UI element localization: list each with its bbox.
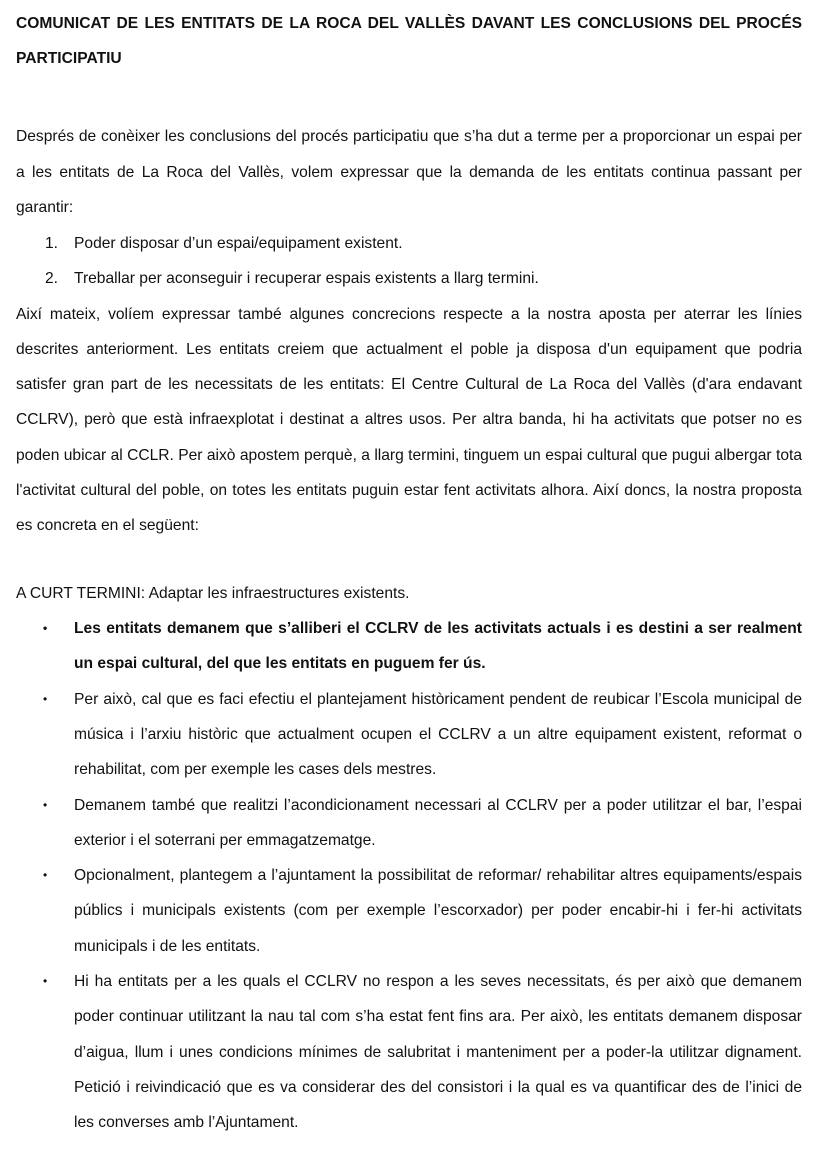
bullet-icon: • bbox=[43, 691, 48, 706]
intro-paragraph: Després de conèixer les conclusions del procés participatiu que s’ha dut a terme per a proporcionar un espai per a les entitats de La Roca del Vallès, volem expressar que la demanda de les entitats continua passant per garantir: bbox=[16, 128, 802, 216]
bullet-icon: • bbox=[43, 868, 48, 883]
bullet-item-text: Opcionalment, plantegem a l’ajuntament la possibilitat de reformar/ rehabilitar altres equipaments/espais públics i municipals existents (com per exemple l’escorxador) per poder encabir-hi i fer-hi activitats municipals i de les entitats. bbox=[74, 867, 802, 955]
bullet-item-text: Hi ha entitats per a les quals el CCLRV no respon a les seves necessitats, és per això que demanem poder continuar utilitzant la nau tal com s’ha estat fent fins ara. Per això, les entitats demanem disposar d’aigua, llum i unes condicions mínimes de salubritat i manteniment per a poder-la utilitzar dignament. Petició i reivindicació que es va considerar des del consistori i la qual es va quantificar des de l’inici de les converses amb l’Ajuntament. bbox=[74, 973, 802, 1132]
bullet-list bbox=[16, 611, 802, 1140]
body-paragraph: Així mateix, volíem expressar també algunes concrecions respecte a la nostra aposta per aterrar les línies descrites anteriorment. Les entitats creiem que actualment el poble ja disposa d'un equipament que podria satisfer gran part de les necessitats de les entitats: El Centre Cultural de La Roca del Vallès (d'ara endavant CCLRV), però que està infraexplotat i destinat a altres usos. Per altra banda, hi ha activitats que potser no es poden ubicar al CCLR. Per això apostem perquè, a llarg termini, tinguem un espai cultural que pugui albergar tota l'activitat cultural del poble, on totes les entitats puguin estar fent activitats alhora. Així doncs, la nostra proposta es concreta en el següent: bbox=[16, 305, 802, 535]
bullet-item bbox=[16, 611, 802, 682]
bullet-item-text: Per això, cal que es faci efectiu el plantejament històricament pendent de reubicar l’Escola municipal de música i l’arxiu històric que actualment ocupen el CCLRV a un altre equipament existent, reformat o rehabilitat, com per exemple les cases dels mestres. bbox=[74, 690, 802, 779]
bullet-item bbox=[16, 682, 802, 788]
numbered-item bbox=[16, 226, 802, 262]
bullet-item bbox=[16, 964, 802, 1140]
section-heading: A CURT TERMINI: Adaptar les infraestructures existents. bbox=[16, 584, 410, 602]
bullet-item bbox=[16, 788, 802, 859]
document-title: COMUNICAT DE LES ENTITATS DE LA ROCA DEL VALLÈS DAVANT LES CONCLUSIONS DEL PROCÉS PARTICIPATIU bbox=[16, 15, 802, 67]
bullet-item bbox=[16, 858, 802, 964]
numbered-list bbox=[16, 226, 802, 297]
bullet-icon: • bbox=[43, 974, 48, 989]
numbered-item-number: 1. bbox=[45, 234, 59, 252]
numbered-item-text: Poder disposar d’un espai/equipament existent. bbox=[74, 234, 403, 252]
bullet-icon: • bbox=[43, 797, 48, 812]
numbered-item-text: Treballar per aconseguir i recuperar espais existents a llarg termini. bbox=[74, 270, 539, 287]
bullet-icon: • bbox=[43, 621, 48, 636]
bullet-item-text: Demanem també que realitzi l’acondicionament necessari al CCLRV per a poder utilitzar el bar, l’espai exterior i el soterrani per emmagatzematge. bbox=[74, 796, 802, 849]
numbered-item-number: 2. bbox=[45, 270, 59, 287]
numbered-item bbox=[16, 261, 802, 297]
bullet-item-text: Les entitats demanem que s’alliberi el CCLRV de les activitats actuals i es destini a ser realment un espai cultural, del que les entitats en puguem fer ús. bbox=[74, 620, 802, 673]
